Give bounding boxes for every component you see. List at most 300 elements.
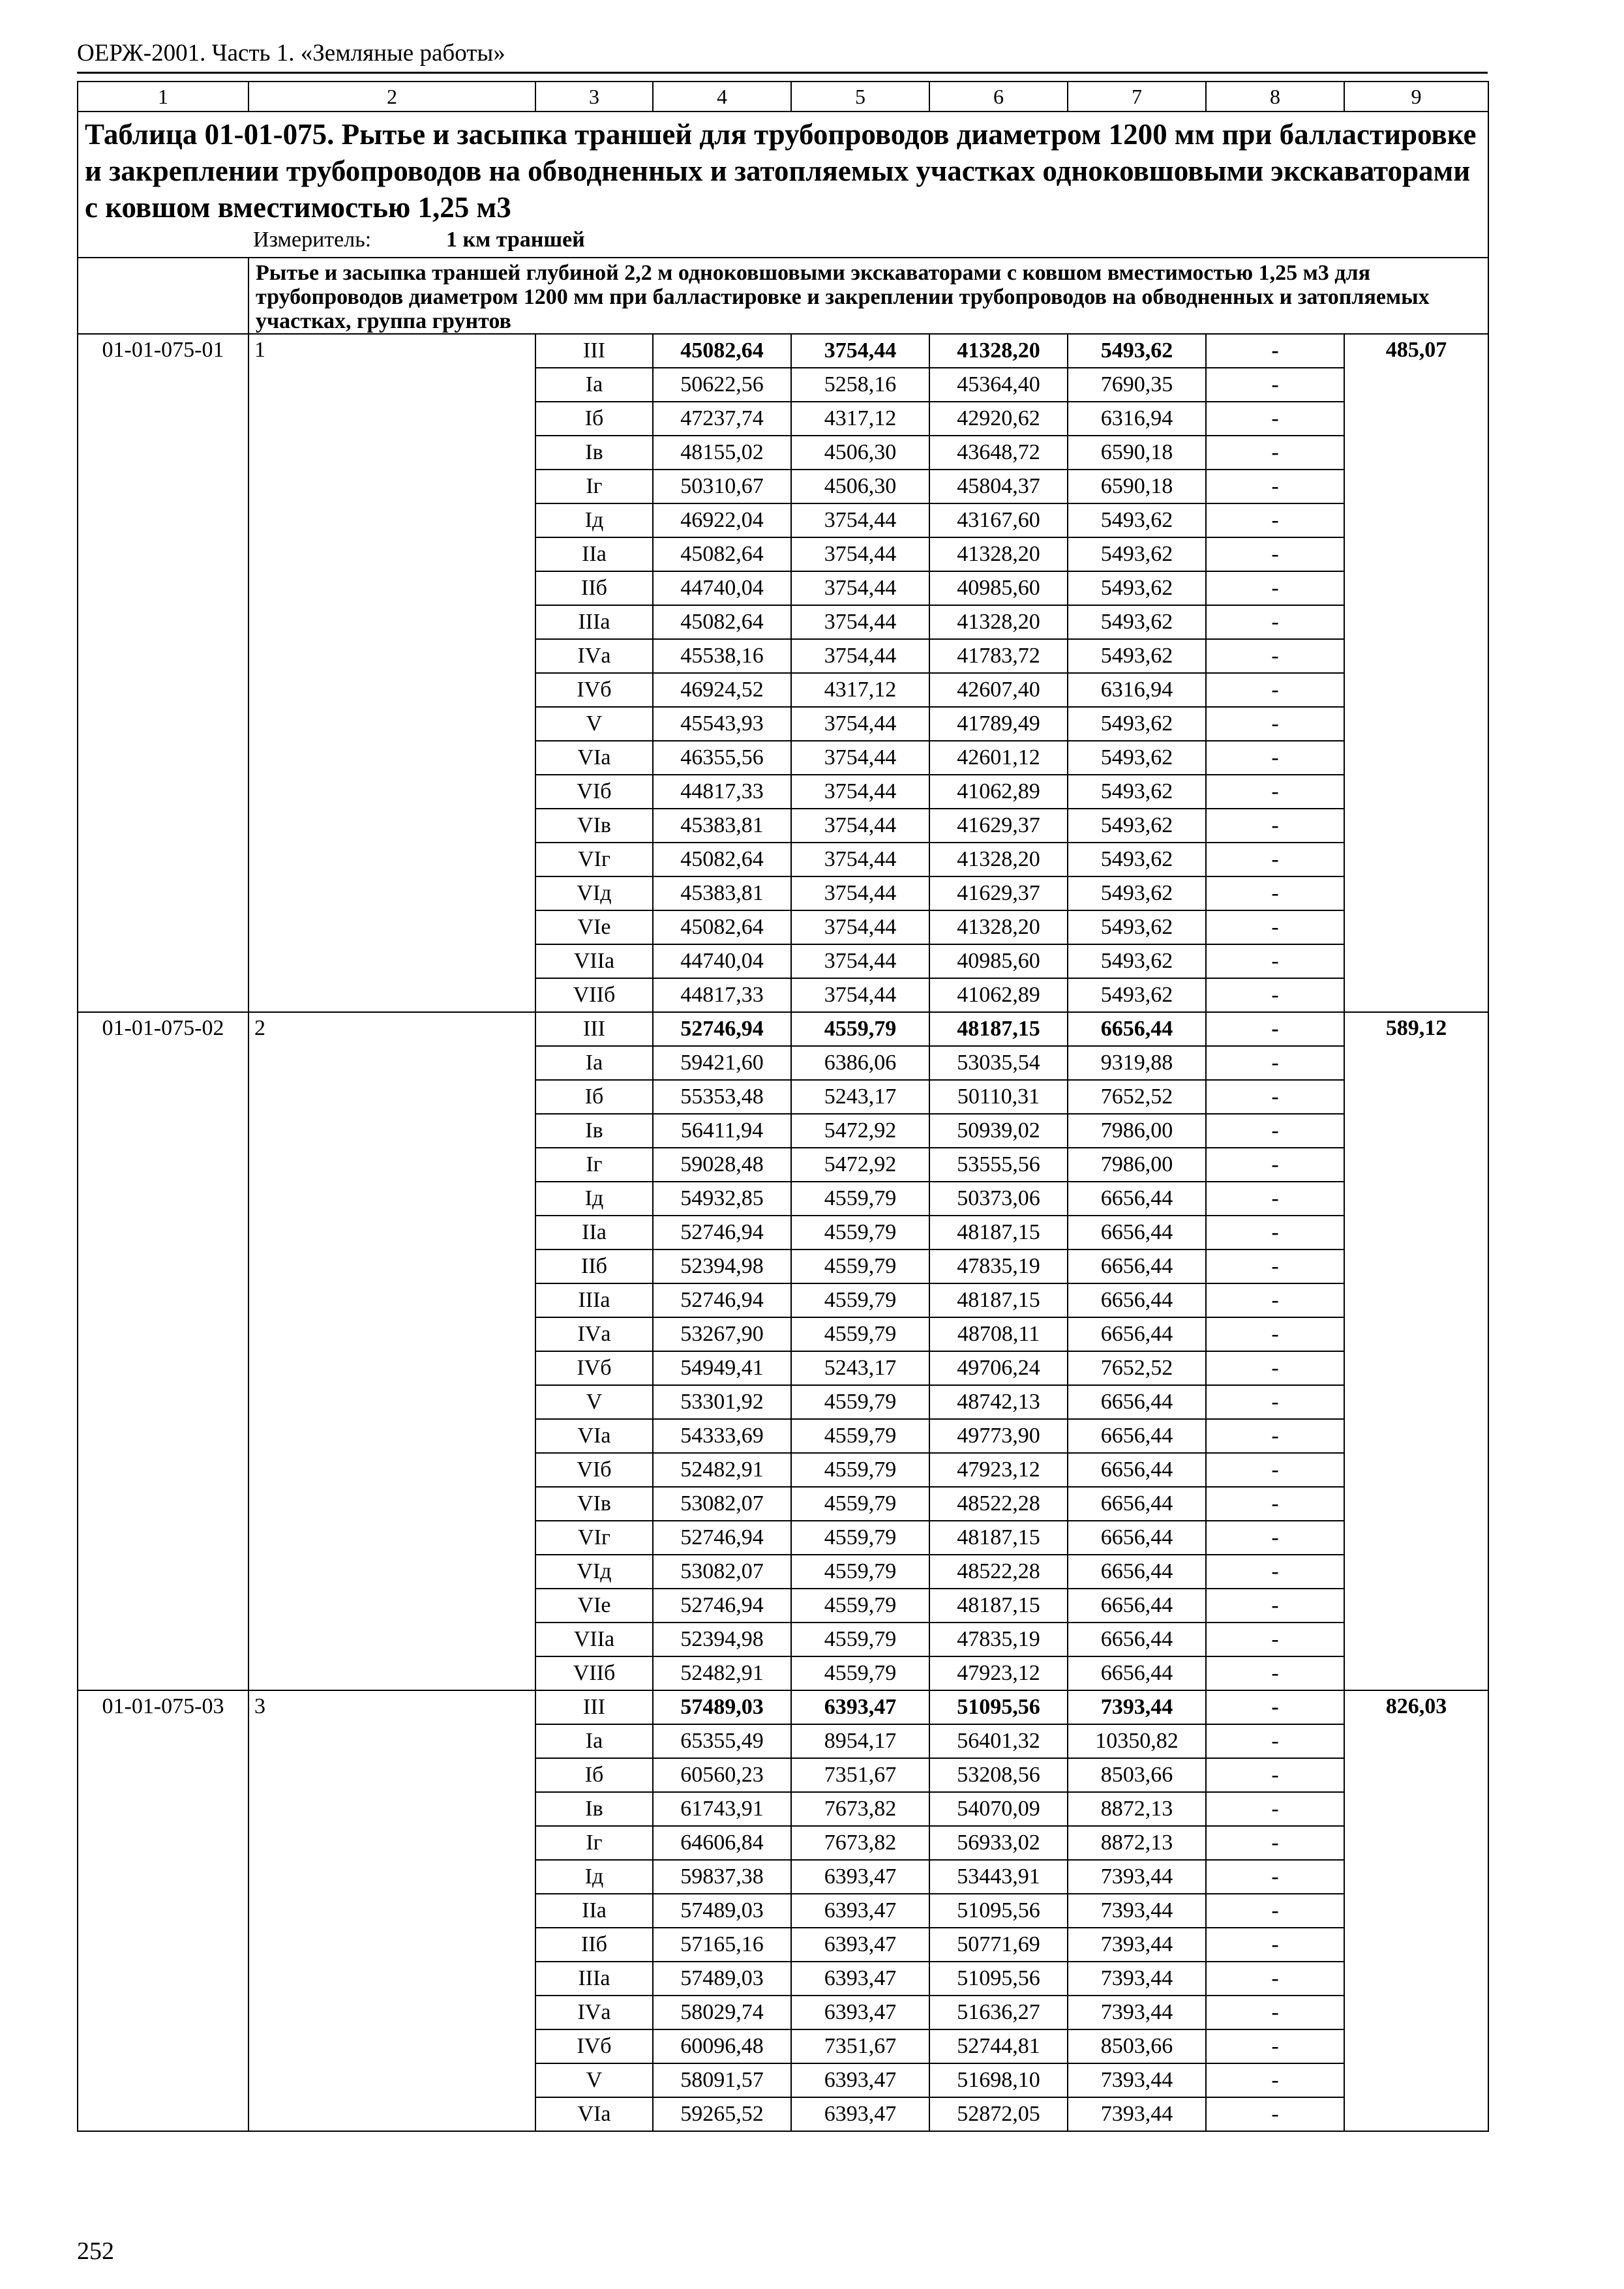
value-cell: 3754,44	[791, 978, 929, 1012]
value-cell: 50373,06	[929, 1182, 1068, 1216]
value-cell: 6656,44	[1068, 1182, 1206, 1216]
value-cell: 47923,12	[929, 1453, 1068, 1487]
value-cell: 52746,94	[653, 1283, 791, 1317]
value-cell: -	[1206, 1690, 1344, 1724]
soil-group: Iд	[535, 1860, 653, 1894]
value-cell: 52746,94	[653, 1521, 791, 1555]
value-cell: 3754,44	[791, 944, 929, 978]
value-cell: 4559,79	[791, 1012, 929, 1046]
value-cell: -	[1206, 2063, 1344, 2097]
value-cell: 51636,27	[929, 1996, 1068, 2029]
value-cell: 52872,05	[929, 2097, 1068, 2131]
value-cell: 45543,93	[653, 707, 791, 741]
value-cell: 3754,44	[791, 639, 929, 673]
value-cell: 3754,44	[791, 503, 929, 537]
value-cell: -	[1206, 1453, 1344, 1487]
value-cell: -	[1206, 503, 1344, 537]
value-cell: 5493,62	[1068, 605, 1206, 639]
section-subtitle: Рытье и засыпка траншей глубиной 2,2 м одноковшовыми экскаваторами с ковшом вместимостью 1,25 м3 для трубопроводов диаметром 1200 мм при балластировке и закреплении трубопроводов на обводненных и затопляемых участках, группа грунтов	[248, 258, 1488, 334]
value-cell: 7986,00	[1068, 1148, 1206, 1182]
value-cell: 47923,12	[929, 1656, 1068, 1690]
value-cell: 4559,79	[791, 1317, 929, 1351]
value-cell: 47835,19	[929, 1249, 1068, 1283]
value-cell: -	[1206, 1962, 1344, 1996]
column-number: 8	[1206, 82, 1344, 112]
value-cell: 64606,84	[653, 1826, 791, 1860]
value-cell: 4559,79	[791, 1487, 929, 1521]
value-cell: 41062,89	[929, 978, 1068, 1012]
value-cell: -	[1206, 1419, 1344, 1453]
value-cell: 8872,13	[1068, 1826, 1206, 1860]
column-number: 3	[535, 82, 653, 112]
soil-group: IVб	[535, 1351, 653, 1385]
value-cell: 65355,49	[653, 1724, 791, 1758]
value-cell: -	[1206, 470, 1344, 503]
value-cell: 10350,82	[1068, 1724, 1206, 1758]
value-cell: 41062,89	[929, 775, 1068, 809]
column-number-row	[78, 82, 1488, 112]
value-cell: 5493,62	[1068, 944, 1206, 978]
value-cell: 4317,12	[791, 673, 929, 707]
soil-group: VIг	[535, 843, 653, 876]
value-cell: 4559,79	[791, 1656, 929, 1690]
meter-label: Измеритель:	[253, 228, 372, 252]
value-cell: 48187,15	[929, 1283, 1068, 1317]
value-cell: 7393,44	[1068, 1928, 1206, 1962]
soil-group: Iв	[535, 1792, 653, 1826]
value-cell: 51698,10	[929, 2063, 1068, 2097]
labor-total: 589,12	[1344, 1012, 1488, 1690]
column-number: 4	[653, 82, 791, 112]
value-cell: 3754,44	[791, 537, 929, 571]
value-cell: 52746,94	[653, 1216, 791, 1249]
soil-group: IIIа	[535, 605, 653, 639]
value-cell: 4559,79	[791, 1385, 929, 1419]
value-cell: 9319,88	[1068, 1046, 1206, 1080]
value-cell: 5493,62	[1068, 537, 1206, 571]
value-cell: -	[1206, 775, 1344, 809]
soil-group: III	[535, 334, 653, 368]
soil-group: Iг	[535, 1826, 653, 1860]
value-cell: -	[1206, 910, 1344, 944]
value-cell: 57489,03	[653, 1894, 791, 1928]
subtitle-row	[78, 258, 1488, 334]
value-cell: 6656,44	[1068, 1487, 1206, 1521]
value-cell: -	[1206, 1385, 1344, 1419]
value-cell: -	[1206, 334, 1344, 368]
value-cell: -	[1206, 1589, 1344, 1623]
soil-group: Iд	[535, 503, 653, 537]
value-cell: 48187,15	[929, 1589, 1068, 1623]
column-number: 2	[248, 82, 535, 112]
column-number: 1	[78, 82, 248, 112]
soil-group: Iа	[535, 1724, 653, 1758]
value-cell: -	[1206, 673, 1344, 707]
soil-group: Iб	[535, 402, 653, 436]
value-cell: -	[1206, 1826, 1344, 1860]
value-cell: 49706,24	[929, 1351, 1068, 1385]
value-cell: 50310,67	[653, 470, 791, 503]
value-cell: 50110,31	[929, 1080, 1068, 1114]
value-cell: 3754,44	[791, 334, 929, 368]
value-cell: 46924,52	[653, 673, 791, 707]
value-cell: 54070,09	[929, 1792, 1068, 1826]
table-row	[78, 334, 1488, 368]
soil-group: IIIа	[535, 1283, 653, 1317]
value-cell: -	[1206, 1894, 1344, 1928]
soil-group: VIб	[535, 1453, 653, 1487]
value-cell: -	[1206, 1317, 1344, 1351]
value-cell: 4559,79	[791, 1419, 929, 1453]
value-cell: -	[1206, 605, 1344, 639]
value-cell: 5493,62	[1068, 910, 1206, 944]
soil-group: Iа	[535, 368, 653, 402]
value-cell: 6656,44	[1068, 1589, 1206, 1623]
value-cell: -	[1206, 368, 1344, 402]
soil-group: VIа	[535, 1419, 653, 1453]
value-cell: 4559,79	[791, 1182, 929, 1216]
soil-group: IIа	[535, 537, 653, 571]
value-cell: -	[1206, 1351, 1344, 1385]
value-cell: 57165,16	[653, 1928, 791, 1962]
rate-number: 1	[248, 334, 535, 1012]
value-cell: 41328,20	[929, 605, 1068, 639]
value-cell: 7393,44	[1068, 1690, 1206, 1724]
value-cell: 48708,11	[929, 1317, 1068, 1351]
value-cell: 4559,79	[791, 1589, 929, 1623]
soil-group: VIIб	[535, 978, 653, 1012]
value-cell: 50771,69	[929, 1928, 1068, 1962]
value-cell: 41328,20	[929, 334, 1068, 368]
value-cell: 3754,44	[791, 910, 929, 944]
value-cell: 6656,44	[1068, 1521, 1206, 1555]
value-cell: -	[1206, 1555, 1344, 1589]
value-cell: 4559,79	[791, 1216, 929, 1249]
value-cell: -	[1206, 1996, 1344, 2029]
value-cell: 6656,44	[1068, 1419, 1206, 1453]
value-cell: 54949,41	[653, 1351, 791, 1385]
value-cell: 5243,17	[791, 1080, 929, 1114]
value-cell: 6393,47	[791, 2063, 929, 2097]
soil-group: IVа	[535, 1996, 653, 2029]
value-cell: 53035,54	[929, 1046, 1068, 1080]
value-cell: 55353,48	[653, 1080, 791, 1114]
value-cell: 7351,67	[791, 1758, 929, 1792]
value-cell: 42920,62	[929, 402, 1068, 436]
value-cell: 60096,48	[653, 2029, 791, 2063]
value-cell: 5472,92	[791, 1114, 929, 1148]
value-cell: 8872,13	[1068, 1792, 1206, 1826]
value-cell: 41328,20	[929, 910, 1068, 944]
value-cell: 3754,44	[791, 605, 929, 639]
value-cell: 6656,44	[1068, 1385, 1206, 1419]
soil-group: IIа	[535, 1894, 653, 1928]
value-cell: 57489,03	[653, 1690, 791, 1724]
value-cell: 6656,44	[1068, 1656, 1206, 1690]
value-cell: 7393,44	[1068, 2097, 1206, 2131]
value-cell: 50622,56	[653, 368, 791, 402]
value-cell: 51095,56	[929, 1690, 1068, 1724]
value-cell: -	[1206, 1148, 1344, 1182]
value-cell: 53301,92	[653, 1385, 791, 1419]
column-number: 5	[791, 82, 929, 112]
value-cell: 5493,62	[1068, 775, 1206, 809]
value-cell: 59265,52	[653, 2097, 791, 2131]
value-cell: 6393,47	[791, 1996, 929, 2029]
soil-group: VIе	[535, 910, 653, 944]
value-cell: 48187,15	[929, 1521, 1068, 1555]
value-cell: 6393,47	[791, 1860, 929, 1894]
value-cell: 45804,37	[929, 470, 1068, 503]
value-cell: 56933,02	[929, 1826, 1068, 1860]
value-cell: 48187,15	[929, 1012, 1068, 1046]
value-cell: 53443,91	[929, 1860, 1068, 1894]
value-cell: 45082,64	[653, 334, 791, 368]
soil-group: VIе	[535, 1589, 653, 1623]
value-cell: 5493,62	[1068, 503, 1206, 537]
value-cell: -	[1206, 741, 1344, 775]
value-cell: 45082,64	[653, 537, 791, 571]
value-cell: 3754,44	[791, 843, 929, 876]
soil-group: VIв	[535, 809, 653, 843]
value-cell: 7393,44	[1068, 2063, 1206, 2097]
value-cell: -	[1206, 944, 1344, 978]
value-cell: 5493,62	[1068, 741, 1206, 775]
value-cell: 6590,18	[1068, 470, 1206, 503]
rate-number: 2	[248, 1012, 535, 1690]
soil-group: Iв	[535, 1114, 653, 1148]
soil-group: V	[535, 1385, 653, 1419]
value-cell: 41328,20	[929, 843, 1068, 876]
value-cell: 7393,44	[1068, 1860, 1206, 1894]
value-cell: 5493,62	[1068, 639, 1206, 673]
value-cell: -	[1206, 1521, 1344, 1555]
soil-group: III	[535, 1690, 653, 1724]
value-cell: 4506,30	[791, 470, 929, 503]
value-cell: 6393,47	[791, 1928, 929, 1962]
value-cell: 6316,94	[1068, 673, 1206, 707]
value-cell: 5493,62	[1068, 809, 1206, 843]
soil-group: V	[535, 707, 653, 741]
value-cell: 3754,44	[791, 571, 929, 605]
value-cell: 6656,44	[1068, 1317, 1206, 1351]
value-cell: 7351,67	[791, 2029, 929, 2063]
value-cell: 48522,28	[929, 1487, 1068, 1521]
rate-number: 3	[248, 1690, 535, 2131]
header-rule	[77, 72, 1488, 74]
value-cell: 48187,15	[929, 1216, 1068, 1249]
value-cell: 5493,62	[1068, 876, 1206, 910]
value-cell: -	[1206, 2029, 1344, 2063]
value-cell: 48522,28	[929, 1555, 1068, 1589]
value-cell: 4559,79	[791, 1249, 929, 1283]
value-cell: -	[1206, 2097, 1344, 2131]
meter-cell	[78, 226, 1488, 258]
rate-code: 01-01-075-02	[78, 1012, 248, 1690]
value-cell: -	[1206, 1487, 1344, 1521]
value-cell: 6656,44	[1068, 1623, 1206, 1656]
value-cell: -	[1206, 1046, 1344, 1080]
value-cell: 5493,62	[1068, 334, 1206, 368]
value-cell: 46922,04	[653, 503, 791, 537]
value-cell: -	[1206, 843, 1344, 876]
value-cell: 52746,94	[653, 1012, 791, 1046]
value-cell: 59421,60	[653, 1046, 791, 1080]
value-cell: 45082,64	[653, 605, 791, 639]
value-cell: 41629,37	[929, 809, 1068, 843]
page-header: ОЕРЖ-2001. Часть 1. «Земляные работы»	[77, 40, 505, 67]
value-cell: -	[1206, 1758, 1344, 1792]
soil-group: IIб	[535, 1928, 653, 1962]
value-cell: 8954,17	[791, 1724, 929, 1758]
value-cell: 52394,98	[653, 1249, 791, 1283]
value-cell: 8503,66	[1068, 1758, 1206, 1792]
rate-code: 01-01-075-01	[78, 334, 248, 1012]
value-cell: 41789,49	[929, 707, 1068, 741]
value-cell: 4559,79	[791, 1555, 929, 1589]
soil-group: VIд	[535, 876, 653, 910]
soil-group: Iа	[535, 1046, 653, 1080]
value-cell: 40985,60	[929, 944, 1068, 978]
value-cell: 7673,82	[791, 1826, 929, 1860]
value-cell: 7986,00	[1068, 1114, 1206, 1148]
value-cell: 45364,40	[929, 368, 1068, 402]
value-cell: 53082,07	[653, 1487, 791, 1521]
value-cell: 7652,52	[1068, 1080, 1206, 1114]
rate-code: 01-01-075-03	[78, 1690, 248, 2131]
rates-table	[77, 81, 1489, 2132]
soil-group: Iг	[535, 470, 653, 503]
value-cell: 6656,44	[1068, 1012, 1206, 1046]
value-cell: 6656,44	[1068, 1216, 1206, 1249]
value-cell: 7673,82	[791, 1792, 929, 1826]
value-cell: -	[1206, 1249, 1344, 1283]
labor-total: 826,03	[1344, 1690, 1488, 2131]
value-cell: 5243,17	[791, 1351, 929, 1385]
value-cell: 6393,47	[791, 1962, 929, 1996]
value-cell: 41629,37	[929, 876, 1068, 910]
value-cell: 3754,44	[791, 741, 929, 775]
column-number: 6	[929, 82, 1068, 112]
value-cell: 4559,79	[791, 1521, 929, 1555]
value-cell: -	[1206, 436, 1344, 470]
value-cell: 7652,52	[1068, 1351, 1206, 1385]
value-cell: 45383,81	[653, 876, 791, 910]
soil-group: VIIб	[535, 1656, 653, 1690]
value-cell: 6656,44	[1068, 1555, 1206, 1589]
value-cell: 7690,35	[1068, 368, 1206, 402]
value-cell: 54932,85	[653, 1182, 791, 1216]
value-cell: 53208,56	[929, 1758, 1068, 1792]
value-cell: 45383,81	[653, 809, 791, 843]
value-cell: 4317,12	[791, 402, 929, 436]
value-cell: -	[1206, 1182, 1344, 1216]
value-cell: 46355,56	[653, 741, 791, 775]
value-cell: 52744,81	[929, 2029, 1068, 2063]
value-cell: -	[1206, 639, 1344, 673]
value-cell: -	[1206, 1080, 1344, 1114]
value-cell: 5258,16	[791, 368, 929, 402]
value-cell: 6393,47	[791, 1894, 929, 1928]
value-cell: 6656,44	[1068, 1283, 1206, 1317]
value-cell: 6393,47	[791, 2097, 929, 2131]
value-cell: 5493,62	[1068, 707, 1206, 741]
value-cell: 4559,79	[791, 1453, 929, 1487]
value-cell: 45082,64	[653, 843, 791, 876]
column-number: 9	[1344, 82, 1488, 112]
value-cell: 52394,98	[653, 1623, 791, 1656]
value-cell: 4506,30	[791, 436, 929, 470]
value-cell: 40985,60	[929, 571, 1068, 605]
page-number: 252	[77, 2237, 114, 2265]
value-cell: 5472,92	[791, 1148, 929, 1182]
value-cell: 61743,91	[653, 1792, 791, 1826]
value-cell: -	[1206, 1656, 1344, 1690]
value-cell: -	[1206, 1623, 1344, 1656]
soil-group: Iг	[535, 1148, 653, 1182]
meter-row	[78, 226, 1488, 258]
soil-group: VIд	[535, 1555, 653, 1589]
value-cell: 56411,94	[653, 1114, 791, 1148]
value-cell: -	[1206, 1283, 1344, 1317]
value-cell: 42607,40	[929, 673, 1068, 707]
value-cell: 47835,19	[929, 1623, 1068, 1656]
table-title: Таблица 01-01-075. Рытье и засыпка траншей для трубопроводов диаметром 1200 мм при балластировке и закреплении трубопроводов на обводненных и затопляемых участках одноковшовыми экскаваторами с ковшом вместимостью 1,25 м3	[78, 112, 1488, 226]
value-cell: -	[1206, 1860, 1344, 1894]
value-cell: 6393,47	[791, 1690, 929, 1724]
value-cell: 47237,74	[653, 402, 791, 436]
soil-group: VIа	[535, 741, 653, 775]
value-cell: -	[1206, 1792, 1344, 1826]
value-cell: 3754,44	[791, 707, 929, 741]
soil-group: Iд	[535, 1182, 653, 1216]
meter-value: 1 км траншей	[446, 228, 585, 252]
soil-group: VIа	[535, 2097, 653, 2131]
value-cell: 3754,44	[791, 809, 929, 843]
value-cell: 44740,04	[653, 571, 791, 605]
soil-group: V	[535, 2063, 653, 2097]
soil-group: IVб	[535, 673, 653, 707]
soil-group: IVа	[535, 639, 653, 673]
value-cell: 6656,44	[1068, 1249, 1206, 1283]
soil-group: III	[535, 1012, 653, 1046]
value-cell: 44817,33	[653, 978, 791, 1012]
value-cell: 51095,56	[929, 1962, 1068, 1996]
value-cell: 3754,44	[791, 775, 929, 809]
value-cell: 42601,12	[929, 741, 1068, 775]
value-cell: 57489,03	[653, 1962, 791, 1996]
value-cell: 53267,90	[653, 1317, 791, 1351]
value-cell: -	[1206, 402, 1344, 436]
value-cell: -	[1206, 1114, 1344, 1148]
value-cell: 6656,44	[1068, 1453, 1206, 1487]
soil-group: IVа	[535, 1317, 653, 1351]
value-cell: 43648,72	[929, 436, 1068, 470]
value-cell: 58029,74	[653, 1996, 791, 2029]
value-cell: 48742,13	[929, 1385, 1068, 1419]
value-cell: -	[1206, 1928, 1344, 1962]
value-cell: 4559,79	[791, 1283, 929, 1317]
value-cell: 54333,69	[653, 1419, 791, 1453]
table-row	[78, 1012, 1488, 1046]
value-cell: 6316,94	[1068, 402, 1206, 436]
value-cell: 4559,79	[791, 1623, 929, 1656]
value-cell: 58091,57	[653, 2063, 791, 2097]
value-cell: -	[1206, 1216, 1344, 1249]
value-cell: 5493,62	[1068, 571, 1206, 605]
value-cell: 53555,56	[929, 1148, 1068, 1182]
value-cell: 51095,56	[929, 1894, 1068, 1928]
